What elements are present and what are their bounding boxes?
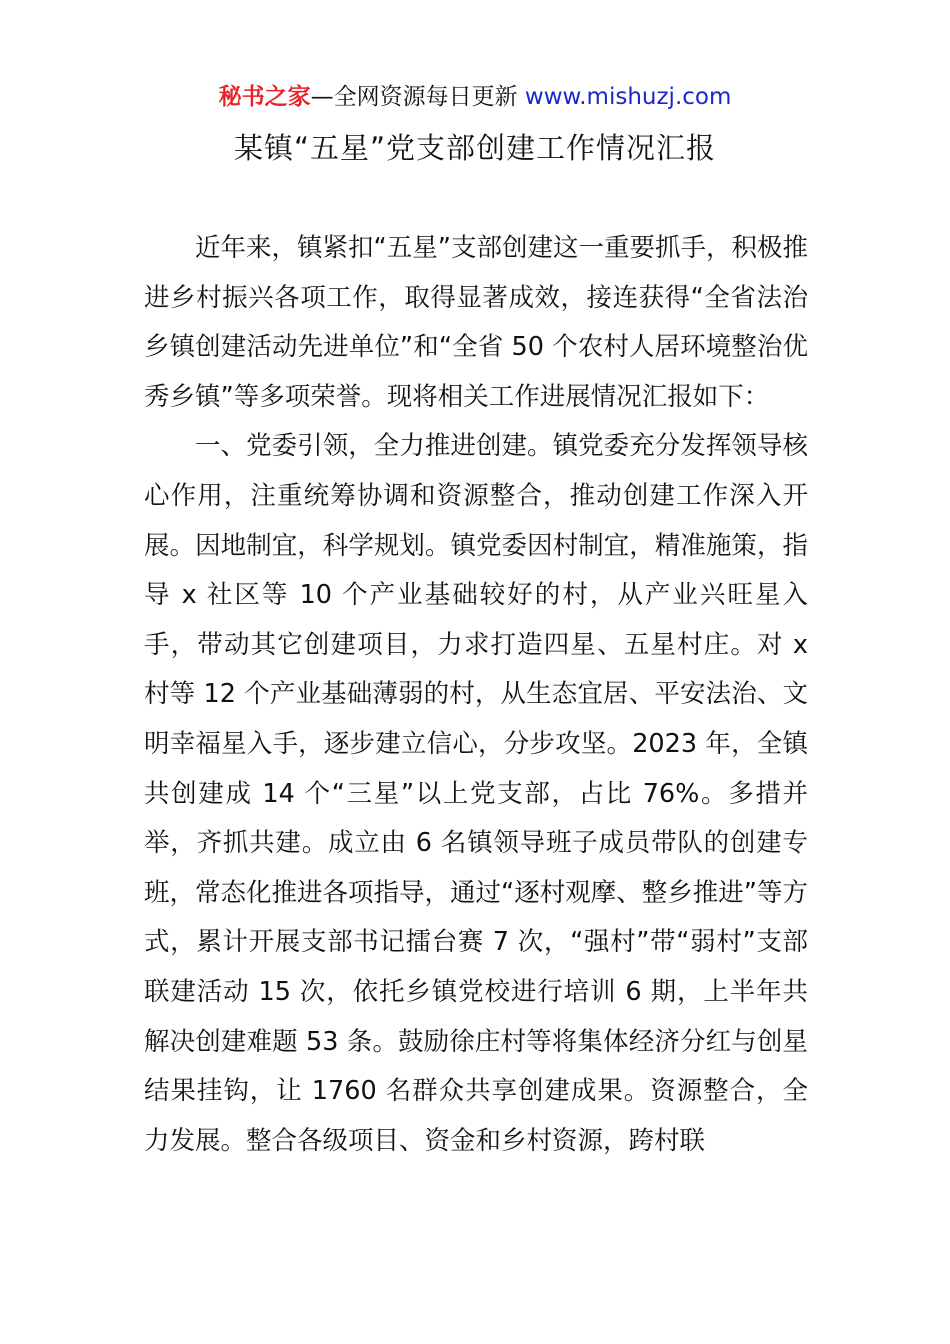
site-url[interactable]: www.mishuzj.com — [524, 84, 732, 110]
paragraph-section-one: 一、党委引领，全力推进创建。镇党委充分发挥领导核心作用，注重统筹协调和资源整合，推动创建工作深入开展。因地制宜，科学规划。镇党委因村制宜，精准施策，指导 x 社区等 10 个产业基础较好的村，从产业兴旺星入手，带动其它创建项目，力求打造四星、五星村庄。对 x 村等 12 个产业基础薄弱的村，从生态宜居、平安法治、文明幸福星入手，逐步建立信心，分步攻坚。2023 年，全镇共创建成 14 个“三星”以上党支部，占比 76%。多措并举，齐抓共建。成立由 6 名镇领导班子成员带队的创建专班，常态化推进各项指导，通过“逐村观摩、整乡推进”等方式，累计开展支部书记擂台赛 7 次，“强村”带“弱村”支部联建活动 15 次，依托乡镇党校进行培训 6 期，上半年共解决创建难题 53 条。鼓励徐庄村等将集体经济分红与创星结果挂钩，让 1760 名群众共享创建成果。资源整合，全力发展。整合各级项目、资金和乡村资源，跨村联 — [144, 431, 808, 1156]
document-body — [144, 224, 808, 1166]
site-banner — [0, 80, 950, 114]
banner-tagline: —全网资源每日更新 — [310, 84, 525, 110]
brand-name: 秘书之家 — [218, 84, 311, 110]
paragraph-intro: 近年来，镇紧扣“五星”支部创建这一重要抓手，积极推进乡村振兴各项工作，取得显著成效，接连获得“全省法治乡镇创建活动先进单位”和“全省 50 个农村人居环境整治优秀乡镇”等多项荣誉。现将相关工作进展情况汇报如下： — [144, 233, 808, 412]
document-title: 某镇“五星”党支部创建工作情况汇报 — [233, 131, 717, 165]
